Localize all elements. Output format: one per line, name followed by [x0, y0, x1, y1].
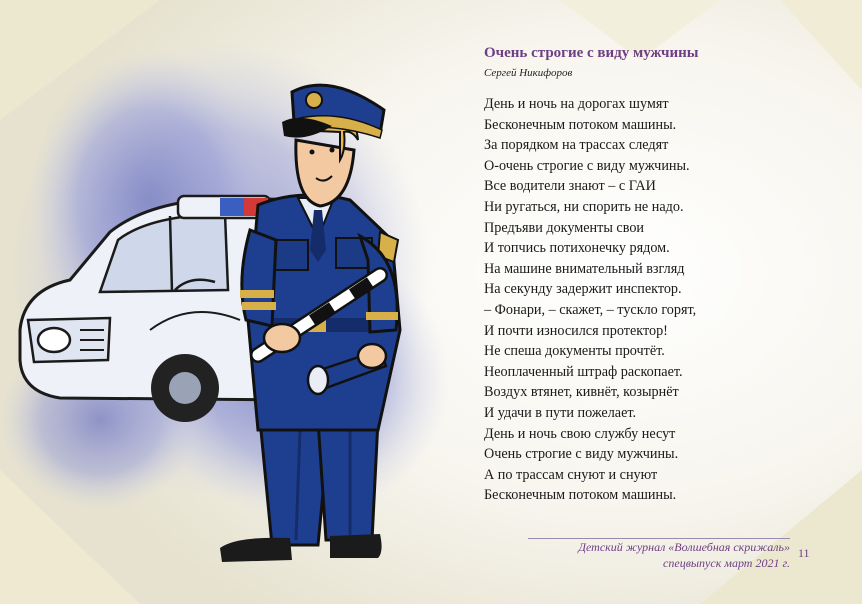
poem-line: А по трассам снуют и снуют: [484, 466, 658, 483]
poem-line: Неоплаченный штраф раскопает.: [484, 363, 683, 380]
poem-line: – Фонари, – скажет, – тускло горят,: [484, 301, 697, 318]
magazine-footer: [528, 538, 790, 571]
poem-block: [468, 44, 848, 506]
poem-title: Очень строгие с виду мужчины: [484, 45, 699, 61]
poem-line: На секунду задержит инспектор.: [484, 281, 682, 298]
poem-line: И удачи в пути пожелает.: [484, 404, 637, 421]
poem-line: За порядком на трассах следят: [484, 137, 669, 154]
poem-line: Бесконечным потоком машины.: [484, 487, 677, 504]
poem-line: На машине внимательный взгляд: [484, 260, 685, 277]
poem-line: И почти износился протектор!: [484, 322, 668, 339]
poem-line: И топчись потихонечку рядом.: [484, 240, 670, 257]
headlight: [38, 328, 70, 352]
poem-line: Воздух втянет, кивнёт, козырнёт: [484, 384, 679, 401]
poem-author: Сергей Никифоров: [484, 67, 573, 79]
page-number: 11: [798, 546, 810, 560]
officer-face: [296, 140, 354, 206]
poem-line: Не спеша документы прочтёт.: [484, 343, 665, 360]
poem-line: Бесконечным потоком машины.: [484, 116, 677, 133]
poem-line: Очень строгие с виду мужчины.: [484, 446, 679, 463]
poem-line: Ни ругаться, ни спорить не надо.: [484, 198, 684, 215]
magazine-name: Детский журнал «Волшебная скрижаль»: [578, 540, 790, 554]
boot: [220, 538, 292, 562]
poem-line: День и ночь свою службу несут: [484, 425, 676, 442]
poem-line: День и ночь на дорогах шумят: [484, 96, 669, 112]
poem-lines: [484, 94, 848, 506]
poem-line: О-очень строгие с виду мужчины.: [484, 157, 690, 174]
officer: [220, 85, 400, 562]
poem-line: Все водители знают – с ГАИ: [484, 178, 656, 195]
poem-line: Предъяви документы свои: [484, 219, 645, 236]
issue-info: спецвыпуск март 2021 г.: [663, 556, 790, 570]
